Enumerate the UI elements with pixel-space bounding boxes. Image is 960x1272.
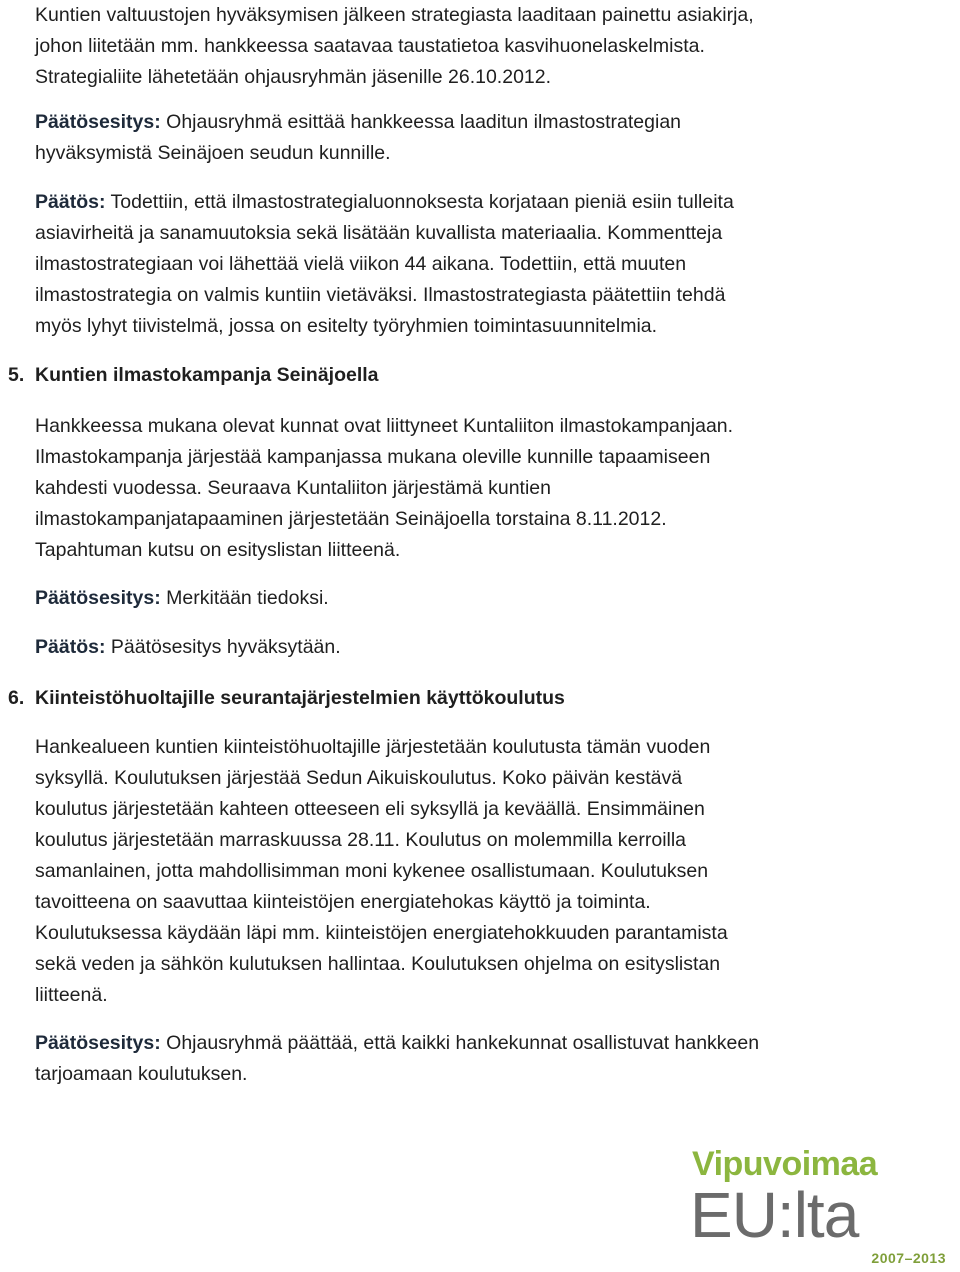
section-title: Kuntien ilmastokampanja Seinäjoella xyxy=(35,364,379,386)
section-6-body xyxy=(35,732,935,1011)
section-5-heading xyxy=(8,360,935,391)
text-line: koulutus järjestetään kahteen otteeseen eli syksyllä ja keväällä. Ensimmäinen xyxy=(35,798,705,820)
text-line: ilmastokampanjatapaaminen järjestetään Seinäjoella torstaina 8.11.2012. xyxy=(35,508,667,530)
text-line: samanlainen, jotta mahdollisimman moni kykenee osallistumaan. Koulutuksen xyxy=(35,860,709,882)
logo-text-top: Vipuvoimaa xyxy=(692,1145,878,1183)
proposal-label: Päätösesitys: xyxy=(35,587,161,609)
text-line: johon liitetään mm. hankkeessa saatavaa taustatietoa kasvihuonelaskelmista. xyxy=(35,35,705,57)
text-line: tavoitteena on saavuttaa kiinteistöjen energiatehokas käyttö ja toiminta. xyxy=(35,891,651,913)
text-line: tarjoamaan koulutuksen. xyxy=(35,1063,248,1085)
text-line: Päätösesitys hyväksytään. xyxy=(105,636,341,658)
section-number: 6. xyxy=(8,687,25,709)
intro-paragraph xyxy=(35,0,935,93)
section-title: Kiinteistöhuoltajille seurantajärjestelmien käyttökoulutus xyxy=(35,687,565,709)
vipuvoimaa-eu-logo xyxy=(690,1144,952,1272)
text-line: sekä veden ja sähkön kulutuksen hallintaa. Koulutuksen ohjelma on esityslistan xyxy=(35,953,721,975)
text-line: Todettiin, että ilmastostrategialuonnoksesta korjataan pieniä esiin tulleita xyxy=(105,191,734,213)
text-line: liitteenä. xyxy=(35,984,108,1006)
decision-label: Päätös: xyxy=(35,636,106,658)
text-line: Hankkeessa mukana olevat kunnat ovat liittyneet Kuntaliiton ilmastokampanjaan. xyxy=(35,415,734,437)
text-line: koulutus järjestetään marraskuussa 28.11. Koulutus on molemmilla kerroilla xyxy=(35,829,687,851)
text-line: Kuntien valtuustojen hyväksymisen jälkeen strategiasta laaditaan painettu asiakirja, xyxy=(35,4,754,26)
text-line: ilmastostrategiaan voi lähettää vielä viikon 44 aikana. Todettiin, että muuten xyxy=(35,253,687,275)
decision-1 xyxy=(35,187,935,342)
text-line: Ilmastokampanja järjestää kampanjassa mukana oleville kunnille tapaamiseen xyxy=(35,446,711,468)
text-line: myös lyhyt tiivistelmä, jossa on esitelty työryhmien toimintasuunnitelmia. xyxy=(35,315,658,337)
section-6-heading xyxy=(8,683,935,714)
proposal-label: Päätösesitys: xyxy=(35,111,161,133)
text-line: Merkitään tiedoksi. xyxy=(160,587,329,609)
section-5-decision xyxy=(35,632,935,663)
text-line: Koulutuksessa käydään läpi mm. kiinteistöjen energiatehokkuuden parantamista xyxy=(35,922,728,944)
logo-text-main: EU:lta xyxy=(690,1179,859,1251)
proposal-1 xyxy=(35,107,935,169)
text-line: Tapahtuman kutsu on esityslistan liitteenä. xyxy=(35,539,401,561)
section-5-body xyxy=(35,411,935,566)
text-line: Hankealueen kuntien kiinteistöhuoltajille järjestetään koulutusta tämän vuoden xyxy=(35,736,711,758)
text-line: asiavirheitä ja sanamuutoksia sekä lisätään kuvallista materiaalia. Kommentteja xyxy=(35,222,723,244)
text-line: kahdesti vuodessa. Seuraava Kuntaliiton järjestämä kuntien xyxy=(35,477,551,499)
section-6-proposal xyxy=(35,1028,935,1090)
decision-label: Päätös: xyxy=(35,191,106,213)
text-line: Ohjausryhmä esittää hankkeessa laaditun ilmastostrategian xyxy=(160,111,682,133)
proposal-label: Päätösesitys: xyxy=(35,1032,161,1054)
section-5-proposal xyxy=(35,583,935,614)
text-line: ilmastostrategia on valmis kuntiin vietäväksi. Ilmastostrategiasta päätettiin tehdä xyxy=(35,284,726,306)
section-number: 5. xyxy=(8,364,25,386)
logo-years: 2007–2013 xyxy=(871,1250,946,1266)
text-line: Strategialiite lähetetään ohjausryhmän jäsenille 26.10.2012. xyxy=(35,66,552,88)
text-line: syksyllä. Koulutuksen järjestää Sedun Aikuiskoulutus. Koko päivän kestävä xyxy=(35,767,683,789)
text-line: hyväksymistä Seinäjoen seudun kunnille. xyxy=(35,142,391,164)
text-line: Ohjausryhmä päättää, että kaikki hankekunnat osallistuvat hankkeen xyxy=(160,1032,760,1054)
